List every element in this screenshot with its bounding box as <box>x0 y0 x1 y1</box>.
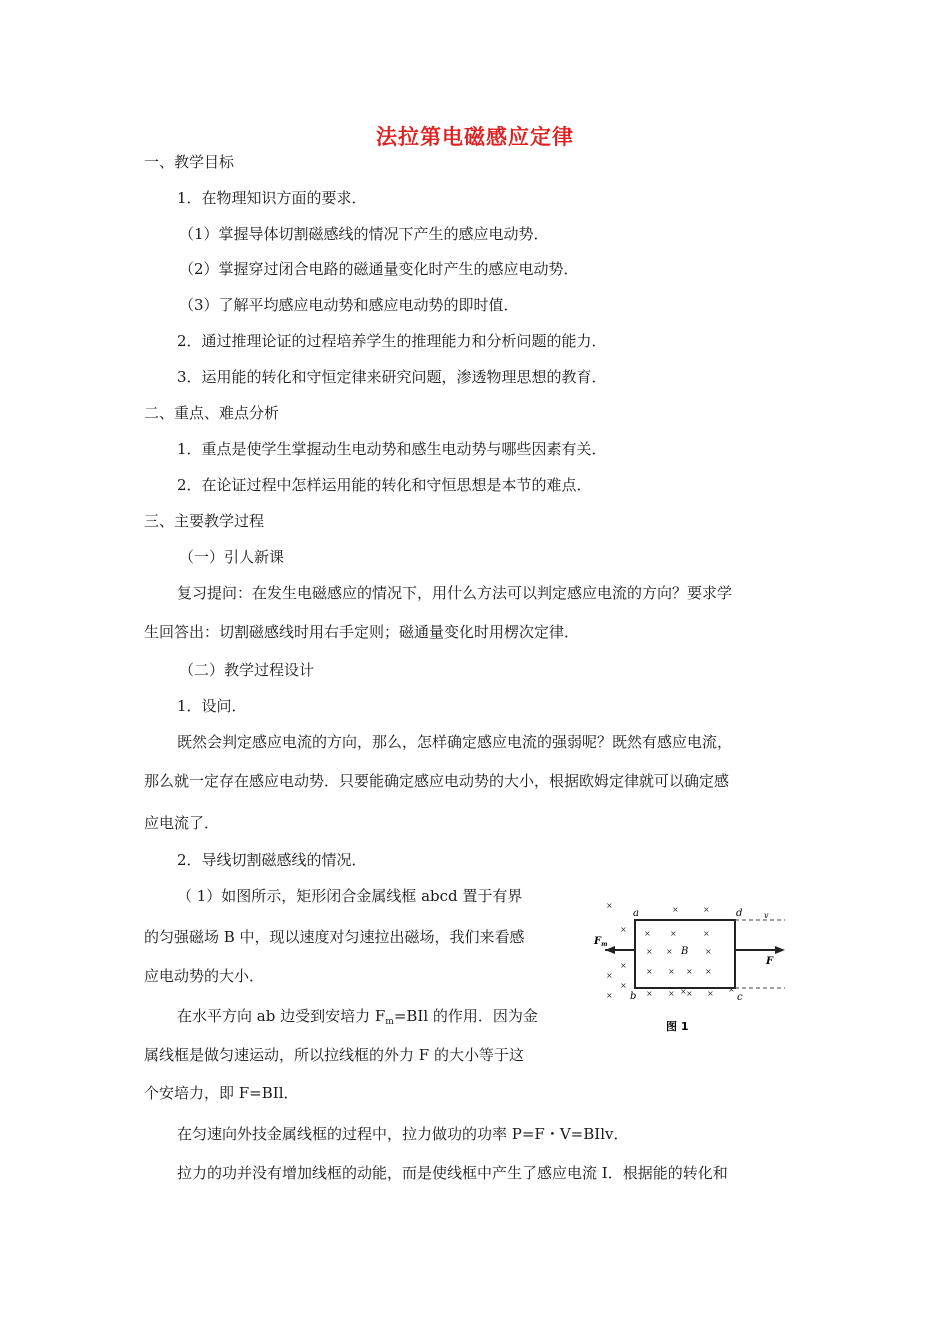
field-mark: × <box>670 929 677 938</box>
field-mark: × <box>686 967 693 976</box>
label-velocity: v <box>764 911 769 920</box>
keypoint-2: 2．在论证过程中怎样运用能的转化和守恒思想是本节的难点． <box>177 476 592 494</box>
field-mark: × <box>606 971 613 980</box>
rectangle-loop-diagram <box>590 892 790 1042</box>
paragraph-force-line-1 <box>177 1006 538 1032</box>
field-mark: × <box>666 947 673 956</box>
step-1: 1．设问． <box>177 697 247 715</box>
field-mark: × <box>703 929 710 938</box>
label-a: a <box>633 908 639 919</box>
paragraph-force-line-2: 属线框是做匀速运动，所以拉线框的外力 F 的大小等于这 <box>144 1046 524 1064</box>
figure-1 <box>590 892 790 1042</box>
subsection-b: （二）教学过程设计 <box>179 661 315 679</box>
paragraph-question-line-2: 那么就一定存在感应电动势．只要能确定感应电动势的大小，根据欧姆定律就可以确定感 <box>144 772 730 790</box>
field-mark: × <box>728 985 735 994</box>
field-mark: × <box>646 967 653 976</box>
field-mark: × <box>620 925 627 934</box>
objective-2: 2．通过推理论证的过程培养学生的推理能力和分析问题的能力． <box>177 332 607 350</box>
paragraph-power: 在匀速向外技金属线框的过程中，拉力做功的功率 P=F・V=BIlv． <box>177 1125 629 1143</box>
paragraph-question-line-3: 应电流了． <box>144 814 220 832</box>
field-mark: × <box>668 989 675 998</box>
section-2-heading: 二、重点、难点分析 <box>144 404 280 422</box>
figure-caption: 图 1 <box>666 1020 689 1033</box>
paragraph-review-line-1: 复习提问：在发生电磁感应的情况下，用什么方法可以判定感应电流的方向？要求学 <box>177 584 733 602</box>
field-mark: × <box>705 947 712 956</box>
subsection-a: （一）引人新课 <box>179 548 285 566</box>
paragraph-question-line-1: 既然会判定感应电流的方向，那么，怎样确定感应电流的强弱呢？既然有感应电流， <box>177 733 733 751</box>
field-mark: × <box>672 905 679 914</box>
paragraph-force-line-3: 个安培力，即 F=BIl． <box>144 1084 299 1102</box>
objective-1a: （1）掌握导体切割磁感线的情况下产生的感应电动势． <box>179 225 549 243</box>
field-mark: × <box>707 989 714 998</box>
label-field-b: B <box>681 946 689 957</box>
paragraph-review-line-2: 生回答出：切割磁感线时用右手定则；磁通量变化时用楞次定律． <box>144 623 580 641</box>
objective-1c: （3）了解平均感应电动势和感应电动势的即时值． <box>179 296 519 314</box>
paragraph-figure-line-1: （ 1）如图所示，矩形闭合金属线框 abcd 置于有界 <box>177 887 523 905</box>
field-mark: × <box>668 967 675 976</box>
field-mark: × <box>705 967 712 976</box>
field-mark: × <box>620 981 627 990</box>
force-text-pre: 在水平方向 ab 边受到安培力 F <box>177 1007 386 1025</box>
step-2: 2．导线切割磁感线的情况． <box>177 851 367 869</box>
label-b: b <box>630 991 637 1002</box>
force-subscript: m <box>385 1017 394 1027</box>
label-force-f: F <box>766 956 774 967</box>
label-c: c <box>737 992 743 1003</box>
field-mark: × <box>646 947 653 956</box>
paragraph-figure-line-2: 的匀强磁场 B 中，现以速度对匀速拉出磁场，我们来看感 <box>144 928 525 946</box>
objective-1: 1．在物理知识方面的要求． <box>177 189 367 207</box>
page-title: 法拉第电磁感应定律 <box>376 125 574 149</box>
field-mark: × <box>620 961 627 970</box>
force-text-post: =BIl 的作用．因为金 <box>393 1007 538 1025</box>
label-force-fm: $F_m$ <box>594 936 608 948</box>
section-3-heading: 三、主要教学过程 <box>144 512 265 530</box>
label-d: d <box>736 908 743 919</box>
field-mark: × <box>606 901 613 910</box>
paragraph-figure-line-3: 应电动势的大小． <box>144 967 265 985</box>
objective-1b: （2）掌握穿过闭合电路的磁通量变化时产生的感应电动势． <box>179 260 579 278</box>
section-1-heading: 一、教学目标 <box>144 153 235 171</box>
field-mark: × <box>646 989 653 998</box>
keypoint-1: 1．重点是使学生掌握动生电动势和感生电动势与哪些因素有关． <box>177 440 607 458</box>
paragraph-energy: 拉力的功并没有增加线框的动能，而是使线框中产生了感应电流 I．根据能的转化和 <box>177 1164 728 1182</box>
field-mark: × <box>644 929 651 938</box>
objective-3: 3．运用能的转化和守恒定律来研究问题，渗透物理思想的教育． <box>177 368 607 386</box>
field-mark: × <box>703 905 710 914</box>
field-mark: × <box>606 991 613 1000</box>
field-mark: × <box>680 987 687 996</box>
pull-force-arrowhead <box>775 946 785 954</box>
field-mark: × <box>686 989 693 998</box>
